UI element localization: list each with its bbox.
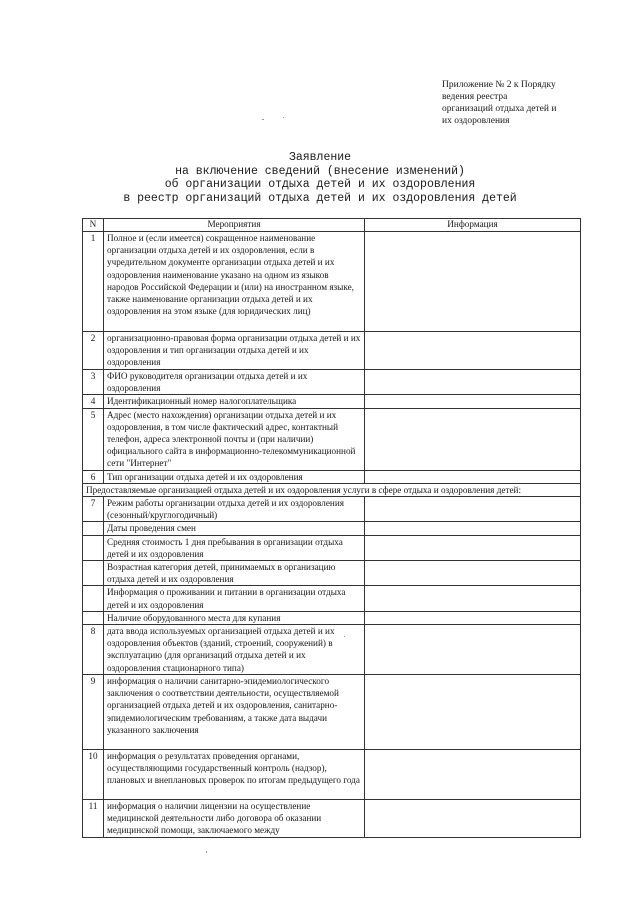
row-number: 10 (83, 750, 104, 800)
row-number (83, 561, 104, 586)
row-number: 3 (83, 370, 104, 395)
row-number: 1 (83, 232, 104, 332)
appendix-line: их оздоровления (442, 116, 510, 126)
section-heading: Предоставляемые организацией отдыха детей и их оздоровления услуги в сфере отдыха и оздоровления детей: (83, 483, 581, 496)
row-measure: организационно-правовая форма организации отдыха детей и их оздоровления и тип организации отдыха детей и их оздоровления (104, 332, 365, 370)
application-table (82, 218, 581, 838)
table-row (83, 675, 581, 750)
row-measure: информация о наличии лицензии на осуществление медицинской деятельности либо договора об оказании медицинской помощи, заключаемого между (104, 800, 365, 838)
table-row (83, 470, 581, 483)
row-number: 8 (83, 625, 104, 675)
row-number: 9 (83, 675, 104, 750)
row-measure: Даты проведения смен (104, 522, 365, 535)
row-number: 2 (83, 332, 104, 370)
row-number: 6 (83, 470, 104, 483)
table-row (83, 395, 581, 408)
row-measure: Адрес (место нахождения) организации отдыха детей и их оздоровления, в том числе фактический адрес, контактный телефон, адреса электронной почты и (при наличии) официального сайта в информационно-телекоммуникационной сети "Интернет" (104, 408, 365, 470)
table-row (83, 750, 581, 800)
row-info-cell[interactable] (365, 800, 581, 838)
appendix-line: ведения реестра (442, 92, 508, 102)
row-info-cell[interactable] (365, 470, 581, 483)
header-info: Информация (365, 219, 581, 232)
row-measure: Идентификационный номер налогоплательщика (104, 395, 365, 408)
table-row (83, 625, 581, 675)
row-measure: Средняя стоимость 1 дня пребывания в организации отдыха детей и их оздоровления (104, 535, 365, 560)
row-number (83, 535, 104, 560)
appendix-note (442, 79, 622, 127)
row-info-cell[interactable] (365, 625, 581, 675)
table-row (83, 535, 581, 560)
table-row (83, 497, 581, 522)
row-measure: информация о результатах проведения органами, осуществляющими государственный контроль (надзор), плановых и внеплановых проверок по итогам предыдущего года (104, 750, 365, 800)
row-number: 7 (83, 497, 104, 522)
row-info-cell[interactable] (365, 232, 581, 332)
row-measure: Возрастная категория детей, принимаемых в организацию отдыха детей и их оздоровления (104, 561, 365, 586)
row-info-cell[interactable] (365, 586, 581, 611)
row-number (83, 586, 104, 611)
section-row (83, 483, 581, 496)
row-measure: Режим работы организации отдыха детей и их оздоровления (сезонный/круглогодичный) (104, 497, 365, 522)
table-row (83, 522, 581, 535)
row-info-cell[interactable] (365, 561, 581, 586)
row-number (83, 611, 104, 624)
header-num: N (83, 219, 104, 232)
row-measure: Тип организации отдыха детей и их оздоровления (104, 470, 365, 483)
table-header-row (83, 219, 581, 232)
scan-speck (283, 117, 284, 118)
scan-speck (344, 636, 345, 637)
title-line: на включение сведений (внесение изменений) (175, 164, 465, 178)
row-number: 11 (83, 800, 104, 838)
appendix-line: организаций отдыха детей и (442, 104, 557, 114)
table-row (83, 370, 581, 395)
row-measure: дата ввода используемых организацией отдыха детей и их оздоровления объектов (зданий, строений, сооружений) в эксплуатацию (для организаций отдыха детей и их оздоровления стационарного типа) (104, 625, 365, 675)
table-row (83, 800, 581, 838)
row-info-cell[interactable] (365, 370, 581, 395)
row-measure: Полное и (если имеется) сокращенное наименование организации отдыха детей и их оздоровления, если в учредительном документе организации отдыха детей и их оздоровления наименование указано на одном из языков народов Российской Федерации и (или) на иностранном языке, также наименование организации отдыха детей и их оздоровления на этом языке (для юридических лиц) (104, 232, 365, 332)
table-row (83, 586, 581, 611)
scan-speck (262, 119, 264, 120)
table-row (83, 232, 581, 332)
row-info-cell[interactable] (365, 522, 581, 535)
row-info-cell[interactable] (365, 395, 581, 408)
document-title (0, 151, 640, 205)
title-line: об организации отдыха детей и их оздоровления (164, 178, 476, 191)
row-info-cell[interactable] (365, 408, 581, 470)
row-measure: Информация о проживании и питании в организации отдыха детей и их оздоровления (104, 586, 365, 611)
row-info-cell[interactable] (365, 332, 581, 370)
row-number (83, 522, 104, 535)
scan-speck (206, 851, 207, 853)
table-row (83, 408, 581, 470)
table-row (83, 332, 581, 370)
row-measure: информация о наличии санитарно-эпидемиологического заключения о соответствии деятельности, осуществляемой организацией отдыха детей и их оздоровления, санитарно-эпидемиологическим требованиям, а также дата выдачи указанного заключения (104, 675, 365, 750)
row-measure: Наличие оборудованного места для купания (104, 611, 365, 624)
title-line: в реестр организаций отдыха детей и их оздоровления детей (123, 191, 517, 205)
row-number: 5 (83, 408, 104, 470)
header-measure: Мероприятия (104, 219, 365, 232)
table-row (83, 611, 581, 624)
row-info-cell[interactable] (365, 497, 581, 522)
row-info-cell[interactable] (365, 750, 581, 800)
row-number: 4 (83, 395, 104, 408)
appendix-line: Приложение № 2 к Порядку (442, 80, 556, 90)
title-line: Заявление (288, 151, 352, 164)
row-info-cell[interactable] (365, 675, 581, 750)
row-measure: ФИО руководителя организации отдыха детей и их оздоровления (104, 370, 365, 395)
row-info-cell[interactable] (365, 611, 581, 624)
row-info-cell[interactable] (365, 535, 581, 560)
table-row (83, 561, 581, 586)
